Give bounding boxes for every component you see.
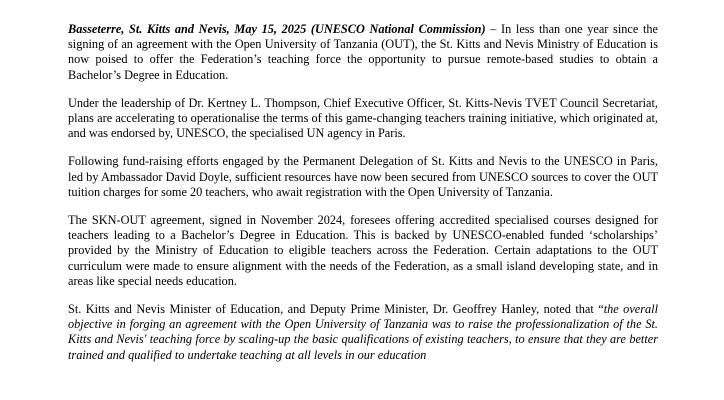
paragraph-intro-text: – In less than one year since the signing of an agreement with the Open University of Tanzania (OUT), the St. Kitts and Nevis Ministry of Education is now poised to offer the Federation’s teaching force the opportunity to pursue remote-based studies to obtain a Bachelor’s Degree in Education. (68, 22, 658, 82)
paragraph-leadership: Under the leadership of Dr. Kertney L. Thompson, Chief Executive Officer, St. Kitts-Nevis TVET Council Secretariat, plans are accelerating to operationalise the terms of this game-changing teachers training initiative, which originated at, and was endorsed by, UNESCO, the specialised UN agency in Paris. (68, 95, 658, 141)
dateline: Basseterre, St. Kitts and Nevis, May 15, 2025 (UNESCO National Commission) (68, 22, 486, 36)
article-body (68, 22, 658, 376)
paragraph-funding: Following fund-raising efforts engaged by the Permanent Delegation of St. Kitts and Nevis to the UNESCO in Paris, led by Ambassador David Doyle, sufficient resources have now been secured from UNESCO sources to cover the OUT tuition charges for some 20 teachers, who await registration with the Open University of Tanzania. (68, 154, 658, 199)
minister-quote: the overall objective in forging an agreement with the Open University of Tanzania was to raise the professionalization of the St. Kitts and Nevis' teaching force by scaling-up the basic qualifications of existing teachers, to ensure that they are better trained and qualified to undertake teaching at all levels in our education (68, 302, 658, 362)
paragraph-intro (68, 22, 658, 83)
paragraph-minister-text: St. Kitts and Nevis Minister of Education, and Deputy Prime Minister, Dr. Geoffrey Hanley, noted that “ (68, 302, 604, 317)
paragraph-minister-quote (68, 302, 658, 363)
paragraph-agreement: The SKN-OUT agreement, signed in November 2024, foresees offering accredited specialised courses designed for teachers leading to a Bachelor’s Degree in Education. This is backed by UNESCO-enabled funded ‘scholarships’ provided by the Ministry of Education to eligible teachers across the Federation. Certain adaptations to the OUT curriculum were made to ensure alignment with the needs of the Federation, as a small island developing state, and in areas like special needs education. (68, 213, 658, 288)
